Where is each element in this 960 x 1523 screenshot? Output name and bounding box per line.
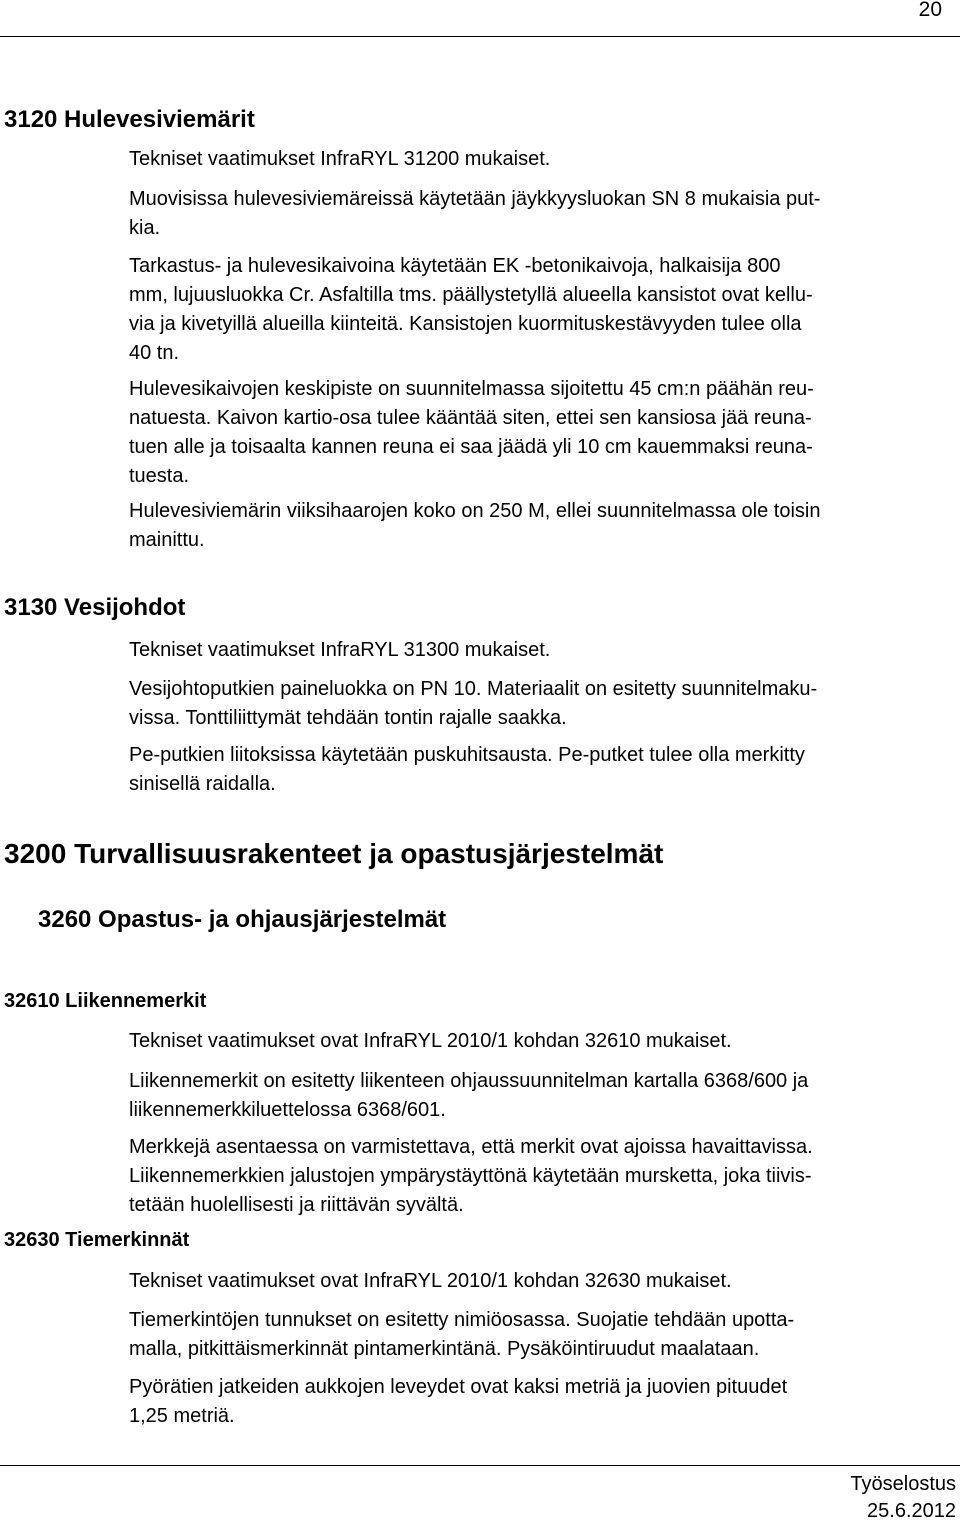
text-line: Tekniset vaatimukset ovat InfraRYL 2010/1 kohdan 32630 mukaiset.	[129, 1270, 732, 1292]
paragraph	[129, 636, 955, 665]
text-line: Liikennemerkkien jalustojen ympärystäyttönä käytetään mursketta, joka tiivis-	[129, 1165, 812, 1187]
text-line: Liikennemerkit on esitetty liikenteen ohjaussuunnitelman kartalla 6368/600 ja	[129, 1070, 809, 1092]
text-line: malla, pitkittäismerkinnät pintamerkintänä. Pysäköintiruudut maalataan.	[129, 1338, 760, 1360]
page-number: 20	[918, 0, 942, 21]
paragraph	[129, 1067, 955, 1125]
section-heading-32630: 32630 Tiemerkinnät	[4, 1229, 190, 1251]
text-line: tuen alle ja toisaalta kannen reuna ei saa jäädä yli 10 cm kauemmaksi reuna-	[129, 436, 813, 458]
section-heading-3260: 3260 Opastus- ja ohjausjärjestelmät	[38, 906, 447, 933]
text-line: Tekniset vaatimukset ovat InfraRYL 2010/1 kohdan 32610 mukaiset.	[129, 1030, 732, 1052]
paragraph	[129, 741, 955, 799]
text-line: Tekniset vaatimukset InfraRYL 31300 mukaiset.	[129, 639, 551, 661]
text-line: Hulevesikaivojen keskipiste on suunnitelmassa sijoitettu 45 cm:n päähän reu-	[129, 378, 814, 400]
section-heading-32610: 32610 Liikennemerkit	[4, 990, 207, 1012]
text-line: mainittu.	[129, 529, 205, 551]
text-line: mm, lujuusluokka Cr. Asfaltilla tms. päällystetyllä alueella kansistot ovat kellu-	[129, 284, 813, 306]
paragraph	[129, 1306, 955, 1364]
text-line: natuesta. Kaivon kartio-osa tulee kääntää siten, ettei sen kansiosa jää reuna-	[129, 407, 812, 429]
text-line: Pyörätien jatkeiden aukkojen leveydet ovat kaksi metriä ja juovien pituudet	[129, 1376, 788, 1398]
paragraph	[129, 1027, 955, 1056]
text-line: 40 tn.	[129, 342, 180, 364]
paragraph	[129, 185, 955, 243]
paragraph	[129, 1267, 955, 1296]
text-line: 1,25 metriä.	[129, 1405, 235, 1427]
paragraph	[129, 252, 955, 368]
text-line: vissa. Tonttiliittymät tehdään tontin rajalle saakka.	[129, 707, 567, 729]
header-rule	[0, 36, 960, 37]
text-line: tuesta.	[129, 465, 190, 487]
paragraph	[129, 675, 955, 733]
paragraph	[129, 1373, 955, 1431]
text-line: Vesijohtoputkien paineluokka on PN 10. Materiaalit on esitetty suunnitelmaku-	[129, 678, 818, 700]
paragraph	[129, 145, 955, 174]
text-line: via ja kivetyillä alueilla kiinteitä. Kansistojen kuormituskestävyyden tulee olla	[129, 313, 802, 335]
text-line: Hulevesiviemärin viiksihaarojen koko on 250 M, ellei suunnitelmassa ole toisin	[129, 500, 821, 522]
text-line: Muovisissa hulevesiviemäreissä käytetään jäykkyysluokan SN 8 mukaisia put-	[129, 188, 821, 210]
text-line: Tarkastus- ja hulevesikaivoina käytetään EK -betonikaivoja, halkaisija 800	[129, 255, 781, 277]
section-heading-3130: 3130 Vesijohdot	[4, 594, 186, 621]
paragraph	[129, 375, 955, 491]
text-line: kia.	[129, 217, 161, 239]
paragraph	[129, 497, 955, 555]
footer-rule	[0, 1465, 960, 1466]
section-heading-3200: 3200 Turvallisuusrakenteet ja opastusjärjestelmät	[4, 838, 664, 869]
footer-doc-type: Työselostus	[850, 1473, 956, 1495]
text-line: tetään huolellisesti ja riittävän syvältä.	[129, 1194, 464, 1216]
text-line: Pe-putkien liitoksissa käytetään puskuhitsausta. Pe-putket tulee olla merkitty	[129, 744, 805, 766]
section-heading-3120: 3120 Hulevesiviemärit	[4, 106, 255, 133]
text-line: Merkkejä asentaessa on varmistettava, että merkit ovat ajoissa havaittavissa.	[129, 1136, 813, 1158]
text-line: liikennemerkkiluettelossa 6368/601.	[129, 1099, 446, 1121]
text-line: sinisellä raidalla.	[129, 773, 276, 795]
paragraph	[129, 1133, 955, 1220]
text-line: Tiemerkintöjen tunnukset on esitetty nimiöosassa. Suojatie tehdään upotta-	[129, 1309, 795, 1331]
footer-date: 25.6.2012	[867, 1500, 956, 1522]
text-line: Tekniset vaatimukset InfraRYL 31200 mukaiset.	[129, 148, 551, 170]
